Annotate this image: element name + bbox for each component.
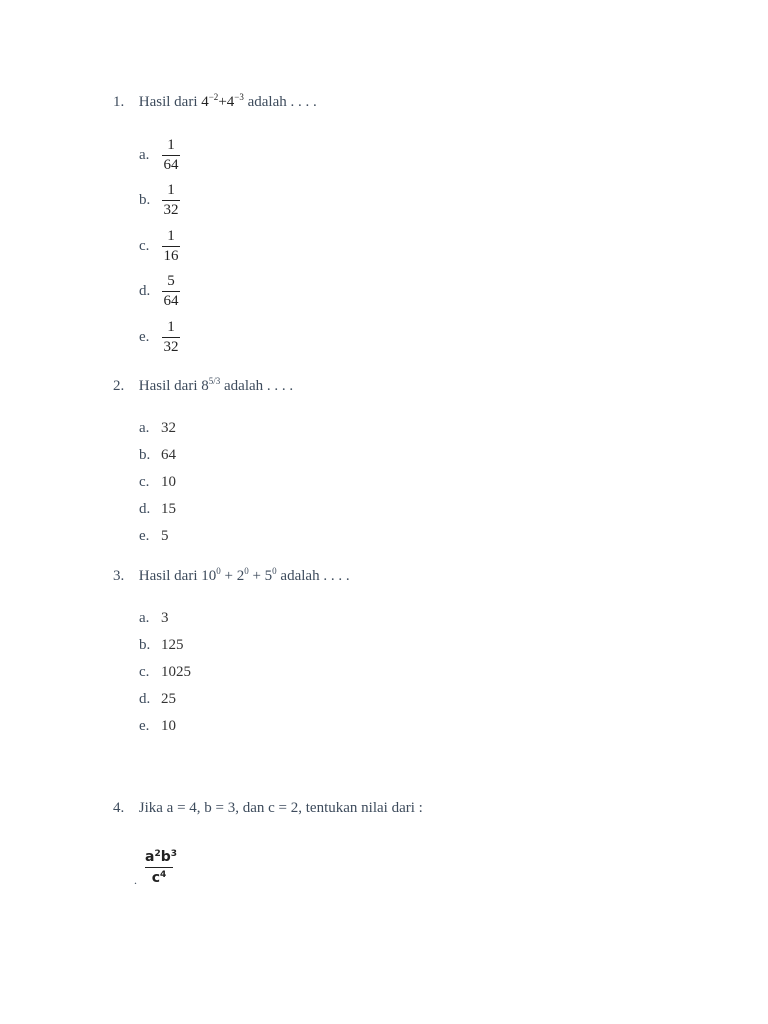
- question-text: Jika a = 4, b = 3, dan c = 2, tentukan nilai dari :: [138, 800, 423, 816]
- question-suffix: adalah . . . .: [224, 378, 294, 394]
- question-prefix: Hasil dari 8: [138, 378, 209, 394]
- question-3: 3. Hasil dari $10^0 + 2^0 + 5^0$ adalah . . . .: [113, 566, 350, 584]
- question-4: [113, 800, 423, 817]
- question-number: 3.: [113, 568, 125, 584]
- option-item[interactable]: a. 3: [139, 610, 169, 626]
- option-item[interactable]: d. 25: [139, 691, 176, 707]
- option-item[interactable]: d. 15: [139, 501, 176, 517]
- option-label[interactable]: e.: [139, 329, 150, 345]
- option-fraction[interactable]: 1 64: [163, 137, 179, 173]
- option-item[interactable]: b. 64: [139, 447, 176, 463]
- question-number: 4.: [113, 800, 125, 816]
- numerator: $a^2b^3$: [145, 849, 178, 865]
- option-fraction[interactable]: 1 32: [163, 182, 179, 218]
- option-item[interactable]: c. 10: [139, 474, 176, 490]
- option-fraction[interactable]: 5 64: [163, 273, 179, 309]
- fraction-bar: [145, 867, 173, 868]
- option-label[interactable]: c.: [139, 238, 150, 254]
- denominator: $c^4$: [151, 870, 167, 886]
- question-2: [113, 378, 293, 395]
- question-number: 2.: [113, 378, 125, 394]
- option-fraction[interactable]: 1 32: [163, 319, 179, 355]
- option-label[interactable]: a.: [139, 147, 150, 163]
- exponent: 5/3: [208, 376, 221, 386]
- option-item[interactable]: a. 32: [139, 420, 176, 436]
- option-item[interactable]: c. 1025: [139, 664, 191, 680]
- option-fraction[interactable]: 1 16: [163, 228, 179, 264]
- question-number: 1.: [113, 94, 125, 110]
- question-suffix: adalah . . . .: [276, 568, 350, 584]
- list-bullet: .: [134, 873, 137, 887]
- question-prefix: Hasil dari: [138, 94, 198, 110]
- option-label[interactable]: d.: [139, 283, 151, 299]
- option-item[interactable]: e. 10: [139, 718, 176, 734]
- question-suffix: adalah . . . .: [247, 94, 317, 110]
- expression-fraction: [145, 849, 178, 886]
- math-expression: $4^{-2}+4^{-3}$: [201, 92, 244, 110]
- question-prefix: Hasil dari 10: [138, 568, 217, 584]
- question-1: [113, 94, 317, 111]
- option-item[interactable]: e. 5: [139, 528, 169, 544]
- option-item[interactable]: b. 125: [139, 637, 184, 653]
- option-label[interactable]: b.: [139, 192, 151, 208]
